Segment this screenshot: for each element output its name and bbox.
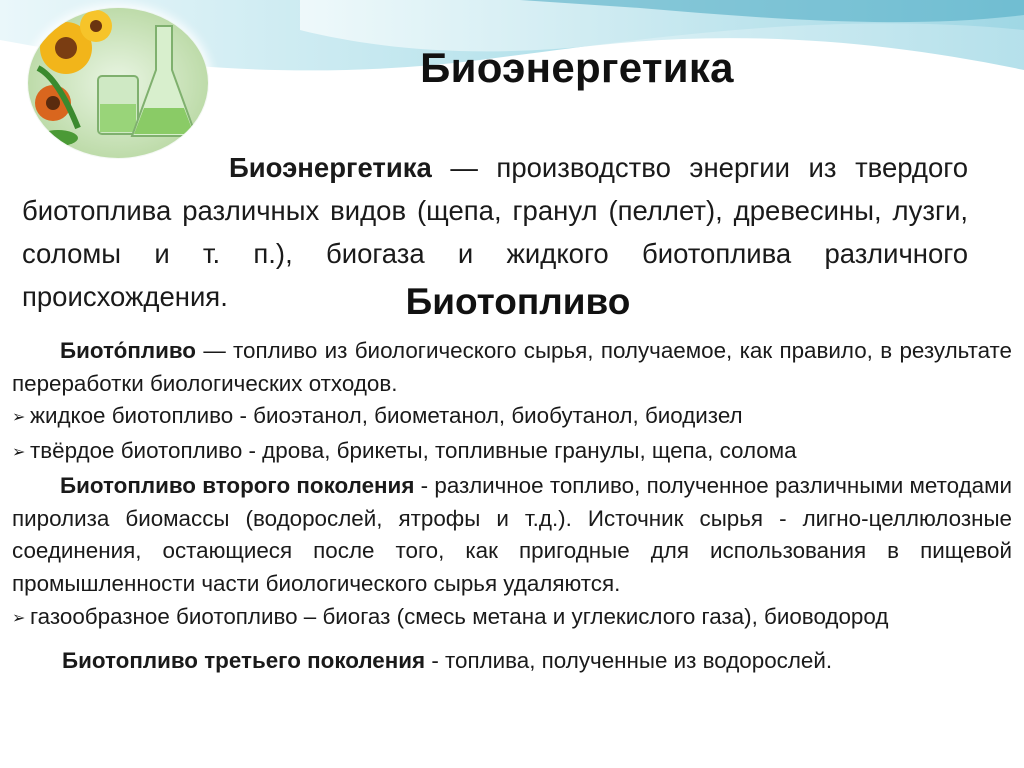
definition-term: Биото́пливо	[60, 338, 196, 363]
arrow-bullet-icon: ➢	[12, 444, 26, 462]
second-gen-paragraph	[12, 470, 1012, 601]
third-gen-paragraph	[12, 645, 1012, 678]
intro-text: — производство энергии из твердого биотоплива различных видов (щепа, гранул (пеллет), древесины, лузги, соломы и т. п.), биогаза и жидкого биотоплива различного происхождения.	[22, 151, 968, 312]
arrow-bullet-icon: ➢	[12, 409, 26, 427]
bullet-text: газообразное биотопливо – биогаз (смесь метана и углекислого газа), биоводород	[30, 603, 889, 629]
third-gen-text: - топлива, полученные из водорослей.	[425, 648, 833, 674]
third-gen-term: Биотопливо третьего поколения	[62, 648, 426, 674]
slide-title: Биоэнергетика	[420, 44, 734, 91]
second-gen-term: Биотопливо второго поколения	[60, 472, 415, 498]
definition-paragraph	[12, 335, 1012, 400]
bullet-solid	[12, 435, 1012, 470]
bullet-liquid	[12, 400, 1012, 435]
biofuel-content	[12, 335, 1012, 678]
second-gen-text: - различное топливо, полученное различными методами пиролиза биомассы (водорослей, ятрофы и т.д.). Источник сырья - лигно-целлюлозные соединения, остающиеся после того, как пригодные для использования в пищевой промышленности части биологического сырья удаляются.	[12, 472, 1012, 596]
bullet-text: твёрдое биотопливо - дрова, брикеты, топливные гранулы, щепа, солома	[30, 438, 797, 464]
arrow-bullet-icon: ➢	[12, 609, 26, 627]
bullet-text: жидкое биотопливо - биоэтанол, биометанол, биобутанол, биодизел	[30, 403, 743, 429]
intro-term: Биоэнергетика	[229, 151, 432, 183]
section-title: Биотопливо	[405, 281, 631, 322]
bullet-gaseous	[12, 601, 1012, 636]
definition-text: — топливо из биологического сырья, получаемое, как правило, в результате переработки биологических отходов.	[12, 338, 1012, 396]
